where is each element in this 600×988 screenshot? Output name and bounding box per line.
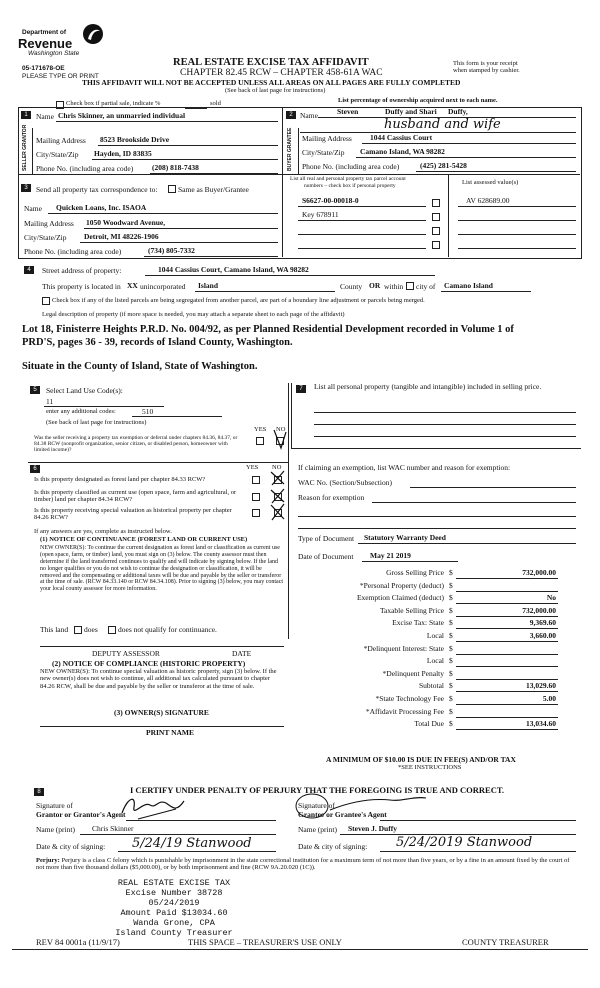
grantor-sig-label-2: Grantor or Grantor's Agent — [36, 810, 126, 819]
assessed-1: AV 628689.00 — [466, 196, 510, 205]
buyer-name-1: Steven — [337, 107, 359, 116]
section-7-badge: 7 — [296, 385, 306, 393]
tax-row-currency: $ — [449, 719, 453, 729]
or-label: OR — [369, 281, 381, 290]
located-label: This property is located in — [42, 282, 121, 291]
seller-side-label: SELLER GRANTOR — [22, 124, 28, 171]
minimum-note: A MINIMUM OF $10.00 IS DUE IN FEE(S) AND/OR TAX — [326, 755, 516, 764]
tax-row-rule — [456, 654, 558, 655]
grantee-date-city: 5/24/2019 Stanwood — [396, 835, 533, 850]
notice1-title: (1) NOTICE OF CONTINUANCE (FOREST LAND OR CURRENT USE) — [40, 536, 248, 543]
buyer-side-label: BUYER GRANTEE — [287, 127, 293, 171]
buyer-name-handwritten: husband and wife — [384, 117, 501, 132]
tax-row-value: 13,034.60 — [526, 719, 556, 729]
land-use-code: 11 — [46, 397, 54, 406]
footer-county-treasurer: COUNTY TREASURER — [462, 937, 549, 947]
city-of-checkbox[interactable] — [406, 282, 414, 290]
section6-yes: YES — [246, 464, 259, 471]
legal-line-1: Lot 18, Finisterre Heights P.R.D. No. 004/92, as per Planned Residential Development recorded in Volume 1 of — [22, 324, 514, 335]
stamp-line-6: Island County Treasurer — [115, 928, 233, 938]
form-code: 05-171678-OE — [22, 65, 65, 72]
tax-row-currency: $ — [449, 580, 453, 590]
correspondence-city-label: City/State/Zip — [24, 233, 67, 242]
tax-row-rule — [456, 704, 558, 705]
tax-row-rule — [456, 616, 558, 617]
grantor-sig-label-1: Signature of — [36, 801, 73, 810]
historic-no-mark-icon — [268, 501, 288, 523]
perjury-statement — [36, 857, 576, 872]
located-value: XX — [127, 281, 138, 290]
additional-codes-label: enter any additional codes: — [46, 408, 116, 415]
agency-line3: Washington State — [28, 50, 80, 57]
perjury-text: Perjury is a class C felony which is punishable by imprisonment in the state correctional institution for a maximum term of not more than five years, or by a fine in an amount fixed by the court of not more than five thousand dollars ($5,000.00), or by both imprisonment and fine (RCW 9A.20.020 (1C)). — [36, 857, 570, 872]
doc-type-value: Statutory Warranty Deed — [364, 533, 446, 542]
exemption-no-mark-icon — [272, 428, 288, 450]
seller-phone-label: Phone No. (including area code) — [36, 164, 134, 173]
assessed-header: List assessed value(s) — [462, 179, 519, 186]
historic-question: Is this property receiving special valuation as historical property per chapter 84.26 RCW? — [34, 507, 232, 522]
grantor-signature — [118, 793, 188, 821]
this-land-label: This land — [40, 625, 69, 634]
tax-row-label: *Personal Property (deduct) — [359, 580, 444, 590]
treasurer-stamp — [84, 878, 264, 938]
buyer-city: Camano Island, WA 98282 — [360, 147, 445, 156]
seller-city: Hayden, ID 83835 — [94, 149, 152, 158]
land-use-no: NO — [276, 426, 286, 433]
tax-row-label: Gross Selling Price — [386, 568, 444, 577]
partial-sale-label: Check box if partial sale, indicate % — [66, 100, 161, 107]
grantor-name-print-label: Name (print) — [36, 825, 75, 834]
tax-row-rule — [456, 717, 558, 718]
tax-row-rule — [456, 679, 558, 680]
tax-row-label: Local — [426, 656, 444, 666]
within-label: within — [384, 282, 404, 291]
legal-label: Legal description of property (if more space is needed, you may attach a separate sheet to each page of the affidavit) — [42, 311, 345, 318]
seller-phone: (208) 818-7438 — [152, 163, 199, 172]
see-instructions: *SEE INSTRUCTIONS — [398, 764, 462, 771]
correspondence-phone: (734) 805-7332 — [148, 246, 195, 255]
forest-no-mark-icon — [268, 468, 288, 488]
footer-rev: REV 84 0001a (11/9/17) — [36, 937, 120, 947]
grantor-date-label: Date & city of signing: — [36, 842, 106, 851]
print-name-label: PRINT NAME — [146, 728, 194, 737]
grantor-date-city: 5/24/19 Stanwood — [132, 836, 252, 851]
parcel-2-checkbox[interactable] — [432, 213, 440, 221]
tax-row-currency: $ — [449, 568, 453, 577]
correspondence-phone-label: Phone No. (including area code) — [24, 247, 122, 256]
section-7-box — [291, 383, 581, 449]
grantee-date-label: Date & city of signing: — [298, 842, 368, 851]
tax-row-currency: $ — [449, 631, 453, 640]
agency-line2: Revenue — [18, 36, 73, 51]
county-value: Island — [198, 281, 219, 290]
chapter-line: CHAPTER 82.45 RCW – CHAPTER 458-61A WAC — [180, 68, 383, 78]
tax-row-label: *Delinquent Interest: State — [363, 643, 444, 653]
tax-row-rule — [456, 628, 558, 629]
tax-row-value: No — [546, 593, 556, 603]
ownership-note: List percentage of ownership acquired next to each name. — [338, 97, 498, 104]
doc-type-label: Type of Document — [298, 534, 355, 543]
buyer-address: 1044 Cassius Court — [370, 133, 433, 142]
tax-row-rule — [456, 666, 558, 667]
tax-row-label: Total Due — [414, 719, 444, 729]
tax-row-value: 5.00 — [542, 694, 556, 703]
tax-row-value: 3,660.00 — [529, 631, 556, 640]
footer-treasurer-space: THIS SPACE – TREASURER'S USE ONLY — [188, 937, 342, 947]
exemption-header: If claiming an exemption, list WAC number and reason for exemption: — [298, 463, 511, 472]
land-use-label: Select Land Use Code(s): — [46, 386, 123, 395]
deputy-date-label: DATE — [232, 649, 252, 658]
parcel-2: Key 678911 — [302, 210, 339, 219]
parcels-header-2: numbers – check box if personal property — [304, 183, 396, 189]
section-2-badge: 2 — [286, 111, 296, 119]
tax-row-rule — [456, 641, 558, 642]
street-address: 1044 Cassius Court, Camano Island, WA 98282 — [158, 265, 309, 274]
buyer-address-label: Mailing Address — [302, 134, 352, 143]
buyer-city-label: City/State/Zip — [302, 148, 345, 157]
personal-property-label: List all personal property (tangible and intangible) included in selling price. — [314, 382, 542, 391]
tax-row-currency: $ — [449, 618, 453, 628]
if-yes-note: If any answers are yes, complete as instructed below. — [34, 528, 172, 535]
tax-row-rule — [456, 729, 558, 730]
legal-line-3: Situate in the County of Island, State of Washington. — [22, 361, 258, 372]
doc-date-label: Date of Document — [298, 552, 354, 561]
historic-yes-checkbox[interactable] — [252, 509, 260, 517]
grantee-printed-name: Steven J. Duffy — [348, 824, 397, 833]
tax-row-label: Taxable Selling Price — [379, 605, 444, 615]
section6-no: NO — [272, 464, 282, 471]
tax-row-value: 13,029.60 — [526, 681, 556, 691]
seller-address: 8523 Brookside Drive — [100, 135, 170, 144]
stamp-line-3: 05/24/2019 — [148, 898, 200, 908]
tax-row-label: Exemption Claimed (deduct) — [356, 593, 444, 603]
grantee-sig-label-1: Signature of — [298, 801, 335, 810]
stamp-line-1: REAL ESTATE EXCISE TAX — [117, 878, 231, 888]
print-note: PLEASE TYPE OR PRINT — [22, 73, 99, 80]
tax-row-currency: $ — [449, 681, 453, 691]
receipt-note-2: when stamped by cashier. — [453, 67, 520, 74]
tax-row-currency: $ — [449, 593, 453, 603]
section-3-badge: 3 — [21, 184, 31, 192]
parcel-4-checkbox[interactable] — [432, 241, 440, 249]
current-use-yes-checkbox[interactable] — [252, 493, 260, 501]
buyer-name-3: Duffy, — [448, 107, 468, 116]
does-label: does — [84, 625, 98, 634]
buyer-name-label: Name — [300, 111, 318, 120]
buyer-name-2: Duffy and Shari — [385, 107, 437, 116]
owner-signature-label: (3) OWNER(S) SIGNATURE — [114, 708, 209, 717]
tax-row-rule — [456, 691, 558, 692]
parcel-1: S6627-00-00018-0 — [302, 196, 359, 205]
unincorporated-label: unincorporated — [140, 282, 186, 291]
tax-row-currency: $ — [449, 605, 453, 615]
county-label: County — [340, 282, 363, 291]
certify-statement: I CERTIFY UNDER PENALTY OF PERJURY THAT THE FOREGOING IS TRUE AND CORRECT. — [130, 785, 505, 795]
street-label: Street address of property: — [42, 266, 122, 275]
city-of-label: city of — [416, 282, 436, 291]
does-not-label: does not qualify for continuance. — [118, 625, 217, 634]
section-6-badge: 6 — [30, 465, 40, 473]
grantee-name-print-label: Name (print) — [298, 825, 337, 834]
notice2-text: NEW OWNER(S): To continue special valuation as historic property, sign (3) below. If the new owner(s) does not wish to continue, all additional tax calculated pursuant to chapter 84.26 RCW, shall be due and payable by the seller or transferor at the time of sale. — [40, 668, 277, 690]
correspondence-address-label: Mailing Address — [24, 219, 74, 228]
exemption-question: Was the seller receiving a property tax exemption or deferral under chapters 84.36, 84.37, or 84.38 RCW (nonprofit organization, senior citizen, or disabled person, homeowner with limited income)? — [34, 435, 238, 454]
buyer-phone: (425) 281-5428 — [420, 161, 467, 170]
correspondence-address: 1050 Woodward Avenue, — [86, 218, 166, 227]
legal-line-2: PRD'S, pages 36 - 39, records of Island County, Washington. — [22, 337, 293, 348]
section-8-badge: 8 — [34, 788, 44, 796]
tax-row-label: Local — [426, 631, 444, 640]
tax-row-currency: $ — [449, 643, 453, 653]
tax-row-value: 732,000.00 — [522, 568, 556, 577]
seller-name: Chris Skinner, an unmarried individual — [58, 111, 186, 120]
does-not-checkbox[interactable] — [108, 626, 116, 634]
seller-city-label: City/State/Zip — [36, 150, 79, 159]
same-as-buyer-checkbox[interactable] — [168, 185, 176, 193]
buyer-phone-label: Phone No. (including area code) — [302, 162, 400, 171]
stamp-line-4: Amount Paid $13034.60 — [120, 908, 228, 918]
tax-row-rule — [456, 603, 558, 604]
stamp-line-2: Excise Number 38728 — [125, 888, 223, 898]
deputy-assessor-label: DEPUTY ASSESSOR — [92, 649, 160, 658]
parcel-3-checkbox[interactable] — [432, 227, 440, 235]
tax-row-label: *Delinquent Penalty — [382, 668, 444, 678]
grantee-sig-label-2: Grantee or Grantee's Agent — [298, 810, 387, 819]
receipt-note-1: This form is your receipt — [453, 60, 518, 67]
seller-address-label: Mailing Address — [36, 136, 86, 145]
perjury-label: Perjury: — [36, 857, 60, 864]
segregated-checkbox[interactable] — [42, 297, 50, 305]
land-use-see-back: (See back of last page for instructions) — [46, 419, 147, 426]
forest-yes-checkbox[interactable] — [252, 476, 260, 484]
tax-row-rule — [456, 578, 558, 579]
current-use-question: Is this property classified as current use (open space, farm and agricultural, or timber) land per chapter 84.34 RCW? — [34, 489, 237, 504]
tax-row-value: 9,369.60 — [529, 618, 556, 628]
section-5-badge: 5 — [30, 386, 40, 394]
grantor-printed-name: Chris Skinner — [92, 824, 134, 833]
city-value: Camano Island — [444, 281, 493, 290]
tax-row-currency: $ — [449, 694, 453, 703]
tax-row-currency: $ — [449, 706, 453, 716]
warning-line: THIS AFFIDAVIT WILL NOT BE ACCEPTED UNLESS ALL AREAS ON ALL PAGES ARE FULLY COMPLETED — [82, 78, 461, 87]
does-checkbox[interactable] — [74, 626, 82, 634]
same-as-buyer-label: Same as Buyer/Grantee — [178, 185, 249, 194]
tax-row-currency: $ — [449, 656, 453, 666]
seller-name-label: Name — [36, 112, 54, 121]
land-use-yes: YES — [254, 426, 267, 433]
tax-row-value: 732,000.00 — [522, 605, 556, 615]
correspondence-name-label: Name — [24, 204, 42, 213]
correspondence-name: Quicken Loans, Inc. ISAOA — [56, 203, 147, 212]
correspondence-intro: Send all property tax correspondence to: — [36, 185, 158, 194]
correspondence-city: Detroit, MI 48226-1906 — [84, 232, 159, 241]
section-4-badge: 4 — [24, 266, 34, 274]
partial-sale-sold: sold — [210, 100, 221, 107]
doc-date-value: May 21 2019 — [370, 551, 411, 560]
reason-label: Reason for exemption — [298, 493, 365, 502]
section-1-badge: 1 — [21, 111, 31, 119]
notice2-title: (2) NOTICE OF COMPLIANCE (HISTORIC PROPERTY) — [52, 659, 246, 668]
agency-line1: Department of — [22, 29, 67, 36]
parcels-header-1: List all real and personal property tax parcel account — [290, 176, 406, 182]
parcel-1-checkbox[interactable] — [432, 199, 440, 207]
tax-row-rule — [456, 591, 558, 592]
tax-row-label: *Affidavit Processing Fee — [365, 706, 444, 716]
forest-land-question: Is this property designated as forest land per chapter 84.33 RCW? — [34, 476, 206, 483]
tax-row-label: Excise Tax: State — [392, 618, 444, 628]
additional-codes: 510 — [142, 407, 154, 416]
tax-row-label: *State Technology Fee — [375, 694, 444, 703]
wac-label: WAC No. (Section/Subsection) — [298, 478, 392, 487]
segregated-label: Check box if any of the listed parcels are being segregated from another parcel, are part of a boundary line adjustment or parcels being merged. — [52, 297, 425, 304]
stamp-line-5: Wanda Grone, CPA — [133, 918, 215, 928]
tax-row-currency: $ — [449, 668, 453, 678]
tax-row-label: Subtotal — [418, 681, 444, 691]
notice1-text: NEW OWNER(S): To continue the current designation as forest land or classification as current use (open space, farm, or timber) land, you must sign on (3) below. The county assessor must then determine if the land transferred continues to qualify and will indicate by signing below. If the land no longer qualifies or you do not wish to continue the designation or classification, it will be removed and the compensating or additional taxes will be due and payable by the seller or transferor at the time of sale. (RCW 84.33.140 or RCW 84.34.108). Prior to signing (3) below, you may contact your local county assessor for more information. — [40, 545, 284, 593]
exemption-yes-checkbox[interactable] — [256, 437, 264, 445]
page-title: REAL ESTATE EXCISE TAX AFFIDAVIT — [173, 57, 369, 68]
grantee-signature — [290, 792, 430, 822]
see-back-note: (See back of last page for instructions) — [225, 87, 326, 94]
swoosh-logo-icon — [82, 22, 104, 46]
